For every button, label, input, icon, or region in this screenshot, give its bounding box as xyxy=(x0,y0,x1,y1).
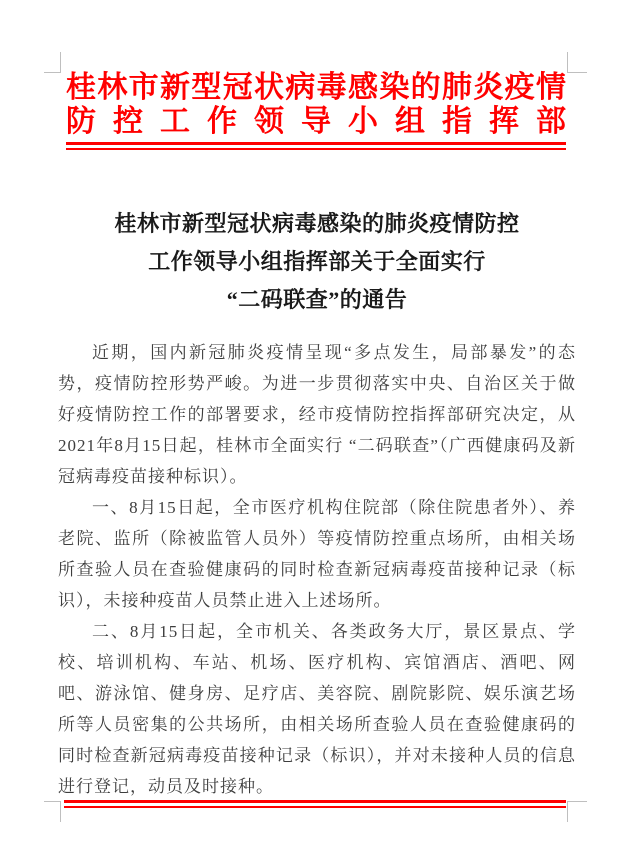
footer-double-rule xyxy=(64,800,566,808)
document-title xyxy=(0,205,634,319)
title-line-1: 桂林市新型冠状病毒感染的肺炎疫情防控 xyxy=(114,211,520,236)
title-line-2: 工作领导小组指挥部关于全面实行 xyxy=(148,249,486,274)
letterhead-line-2: 防控工作领导小组指挥部 xyxy=(66,105,566,138)
title-line-3: “二码联查”的通告 xyxy=(226,287,408,312)
letterhead-line-1: 桂林市新型冠状病毒感染的肺炎疫情 xyxy=(66,71,566,104)
document-body xyxy=(58,337,576,802)
body-paragraph-1: 近期，国内新冠肺炎疫情呈现“多点发生，局部暴发”的态势，疫情防控形势严峻。为进一步贯彻落实中央、自治区关于做好疫情防控工作的部署要求，经市疫情防控指挥部研究决定，从2021年8月15日起，桂林市全面实行 “二码联查”（广西健康码及新冠病毒疫苗接种标识）。 xyxy=(58,343,576,486)
crop-mark-bottom-right xyxy=(567,801,587,822)
letterhead xyxy=(66,71,566,139)
crop-mark-top-left xyxy=(44,52,61,73)
body-paragraph-2: 一、8月15日起，全市医疗机构住院部（除住院患者外）、养老院、监所（除被监管人员外）等疫情防控重点场所，由相关场所查验人员在查验健康码的同时检查新冠病毒疫苗接种记录（标识），未接种疫苗人员禁止进入上述场所。 xyxy=(58,498,576,610)
letterhead-double-rule xyxy=(66,142,566,150)
crop-mark-top-right xyxy=(567,52,587,73)
body-paragraph-3: 二、8月15日起，全市机关、各类政务大厅，景区景点、学校、培训机构、车站、机场、医疗机构、宾馆酒店、酒吧、网吧、游泳馆、健身房、足疗店、美容院、剧院影院、娱乐演艺场所等人员密集的公共场所，由相关场所查验人员在查验健康码的同时检查新冠病毒疫苗接种记录（标识），并对未接种人员的信息进行登记，动员及时接种。 xyxy=(58,622,576,796)
crop-mark-bottom-left xyxy=(44,801,61,822)
